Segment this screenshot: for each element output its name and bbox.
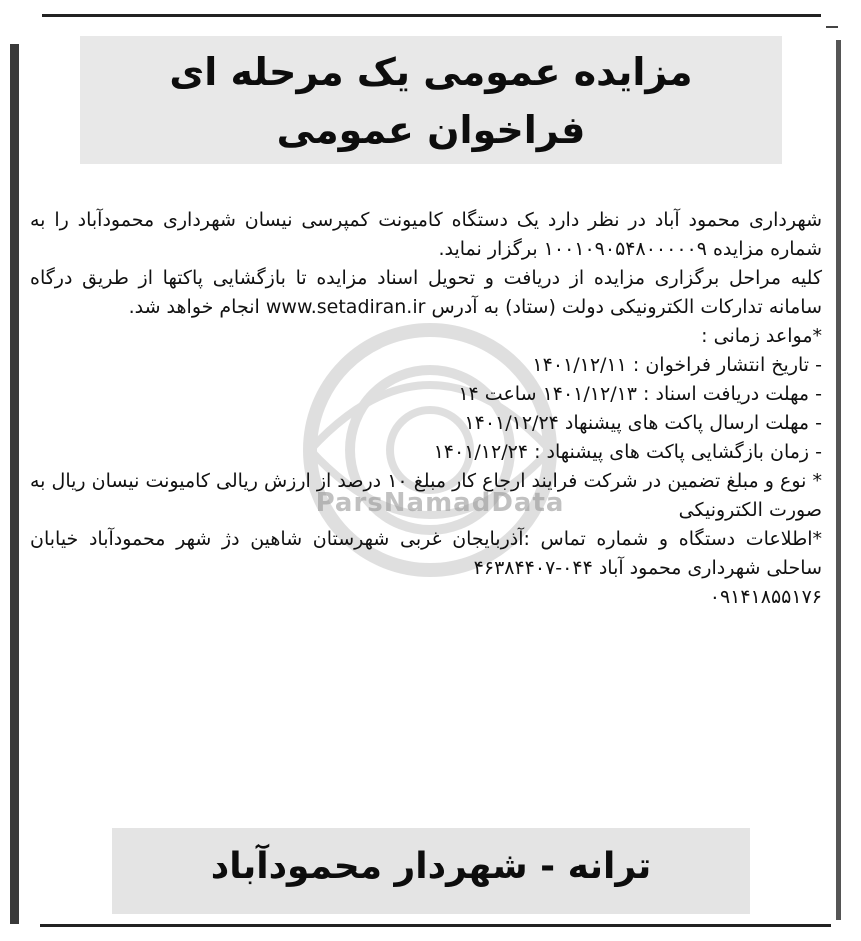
contact-paragraph bbox=[30, 525, 822, 612]
bottom-border-rule bbox=[40, 924, 831, 927]
intro-paragraph: شهرداری محمود آباد در نظر دارد یک دستگاه کامیونت کمپرسی نیسان شهرداری محمودآباد را به شماره مزایده ۱۰۰۱۰۹۰۵۴۸۰۰۰۰۰۹ برگزار نماید. bbox=[30, 209, 822, 260]
schedule-item: - مهلت ارسال پاکت های پیشنهاد ۱۴۰۱/۱۲/۲۴ bbox=[464, 412, 822, 434]
process-text-start: کلیه مراحل برگزاری مزایده از دریافت و تحویل اسناد مزایده تا بازگشایی پاکتها از طریق درگاه سامانه تدارکات الکترونیکی دولت (ستاد) به آدرس bbox=[30, 267, 822, 318]
website-link[interactable]: www.setadiran.ir bbox=[265, 296, 426, 318]
schedule-item: - تاریخ انتشار فراخوان : ۱۴۰۱/۱۲/۱۱ bbox=[532, 354, 822, 376]
schedule-item: - زمان بازگشایی پاکت های پیشنهاد : ۱۴۰۱/۱۲/۲۴ bbox=[433, 441, 822, 463]
corner-mark bbox=[826, 26, 838, 28]
footer-signature-block bbox=[112, 828, 750, 914]
page-title: مزایده عمومی یک مرحله ای bbox=[169, 50, 693, 94]
schedule-heading: *مواعد زمانی : bbox=[701, 325, 822, 347]
signature-text: ترانه - شهردار محمودآباد bbox=[210, 846, 652, 887]
process-text-end: انجام خواهد شد. bbox=[128, 296, 260, 318]
left-border-bar bbox=[10, 44, 19, 924]
watermark-text: ParsNamadData bbox=[315, 488, 565, 518]
right-border-bar bbox=[836, 40, 841, 920]
announcement-body bbox=[30, 206, 822, 612]
title-block bbox=[80, 36, 782, 164]
top-border-rule bbox=[42, 14, 821, 17]
process-paragraph bbox=[30, 264, 822, 322]
contact-phone-mobile: ۰۹۱۴۱۸۵۵۱۷۶ bbox=[709, 586, 822, 608]
contact-text: *اطلاعات دستگاه و شماره تماس :آذربایجان غربی شهرستان شاهین دژ شهر محمودآباد خیابان ساحلی شهرداری محمود آباد bbox=[30, 528, 822, 579]
guarantee-paragraph: * نوع و مبلغ تضمین در شرکت فرایند ارجاع کار مبلغ ۱۰ درصد از ارزش ریالی کامیونت نیسان ریال به صورت الکترونیکی bbox=[30, 470, 822, 521]
contact-phone-landline: ۰۴۴-۴۶۳۸۴۴۰۷ bbox=[473, 557, 593, 579]
schedule-item: - مهلت دریافت اسناد : ۱۴۰۱/۱۲/۱۳ ساعت ۱۴ bbox=[458, 383, 822, 405]
page-subtitle: فراخوان عمومی bbox=[276, 108, 586, 152]
